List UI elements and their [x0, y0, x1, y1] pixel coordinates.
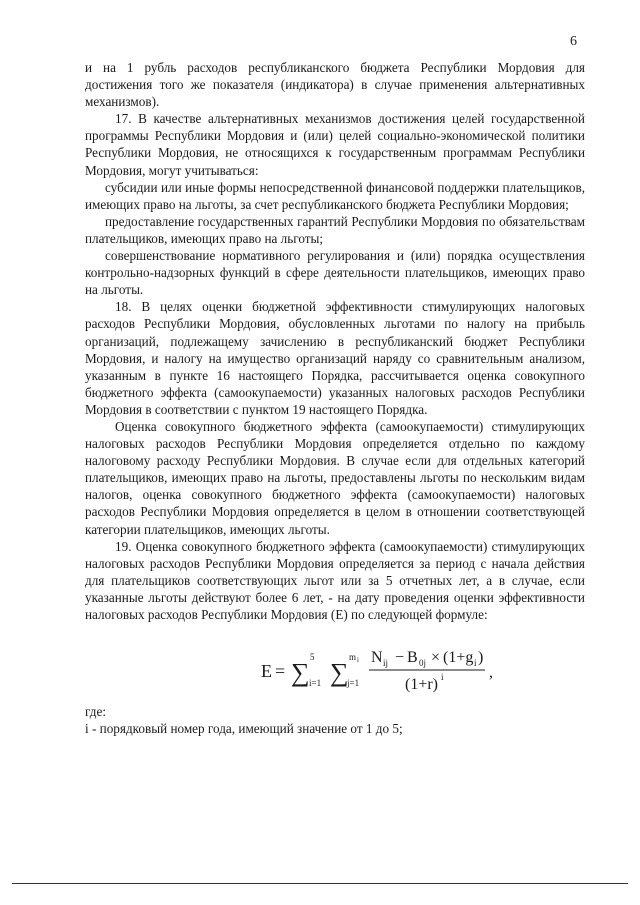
formula-numerator-b-sub: 0j	[419, 658, 427, 669]
formula-times: ×	[431, 649, 441, 667]
definition-i: i - порядковый номер года, имеющий значение от 1 до 5;	[85, 721, 403, 737]
formula-denominator-exp: i	[441, 672, 444, 683]
paragraph-continuation: и на 1 рубль расходов республиканского бюджета Республики Мордовия для достижения того же показателя (индикатора) в случае применения альтернативных механизмов).	[85, 60, 585, 110]
document-body	[85, 59, 585, 737]
formula-numerator-b: B	[407, 649, 418, 667]
formula-trailing-comma: ,	[489, 664, 493, 682]
paragraph-18: 18. В целях оценки бюджетной эффективности стимулирующих налоговых расходов Республики Мордовия, обусловленных льготами по налогу на прибыль организаций, подлежащему зачислению в республиканский бюджет Республики Мордовия, и налогу на имущество организаций наряду со сравнительным анализом, указанным в пункте 16 настоящего Порядка, рассчитывается оценка совокупного бюджетного эффекта (самоокупаемости) указанных налоговых расходов Республики Мордовия в соответствии с пунктом 19 настоящего Порядка.	[85, 299, 585, 417]
formula-sum2-top-sub: i	[357, 656, 359, 665]
formula-sum1-top: 5	[310, 652, 315, 663]
formula-numerator-paren: (1+g	[443, 649, 474, 667]
formula-denominator: (1+r)	[405, 676, 439, 694]
formula-numerator-n: N	[371, 649, 383, 667]
list-item-subsidies: субсидии или иные формы непосредственной финансовой поддержки плательщиков, имеющих право на льготы, за счет республиканского бюджета Республики Мордовия;	[85, 179, 585, 212]
list-item-guarantees: предоставление государственных гарантий Республики Мордовия по обязательствам плательщиков, имеющих право на льготы;	[85, 213, 585, 246]
page-bottom-rule	[12, 883, 628, 884]
formula-minus: −	[395, 649, 405, 667]
formula-lhs: E	[261, 661, 272, 682]
formula-equals: =	[275, 661, 286, 682]
sum-icon: ∑	[330, 658, 349, 688]
paragraph-17: 17. В качестве альтернативных механизмов достижения целей государственной программы Республики Мордовия и (или) целей социально-экономической политики Республики Мордовия, не относящихся к государственным программам Республики Мордовия, могут учитываться:	[85, 111, 585, 178]
page-number: 6	[570, 34, 577, 49]
sum-icon: ∑	[291, 658, 310, 688]
formula-total-budget-effect	[85, 637, 585, 703]
formula-numerator-g-sub: i	[474, 658, 477, 669]
formula-sum2-top: m	[349, 652, 357, 663]
formula-numerator-n-sub: ij	[383, 658, 389, 669]
paragraph-assessment: Оценка совокупного бюджетного эффекта (самоокупаемости) стимулирующих налоговых расходов Республики Мордовия определяется отдельно по каждому налоговому расходу Республики Мордовия. В случае если для отдельных категорий плательщиков, имеющих право на льготы, предоставлены льготы по нескольким видам налогов, оценка совокупного бюджетного эффекта (самоокупаемости) налоговых расходов Республики Мордовия определяется в целом в отношении соответствующей категории плательщиков, имеющих льготы.	[85, 418, 585, 537]
formula-sum2-bottom: j=1	[347, 678, 360, 689]
where-label: где:	[85, 704, 106, 720]
list-item-regulation: совершенствование нормативного регулирования и (или) порядка осуществления контрольно-надзорных функций в сфере деятельности плательщиков, имеющих право на льготы.	[85, 248, 585, 298]
paragraph-19: 19. Оценка совокупного бюджетного эффекта (самоокупаемости) стимулирующих налоговых расходов Республики Мордовия определяется за период с начала действия для плательщиков соответствующих льгот или за 5 отчетных лет, а в случае, если указанные льготы действуют более 6 лет, - на дату проведения оценки эффективности налоговых расходов Республики Мордовия (E) по следующей формуле:	[85, 538, 585, 622]
formula-numerator-close: )	[478, 649, 484, 667]
formula-sum1-bottom: i=1	[309, 678, 322, 689]
